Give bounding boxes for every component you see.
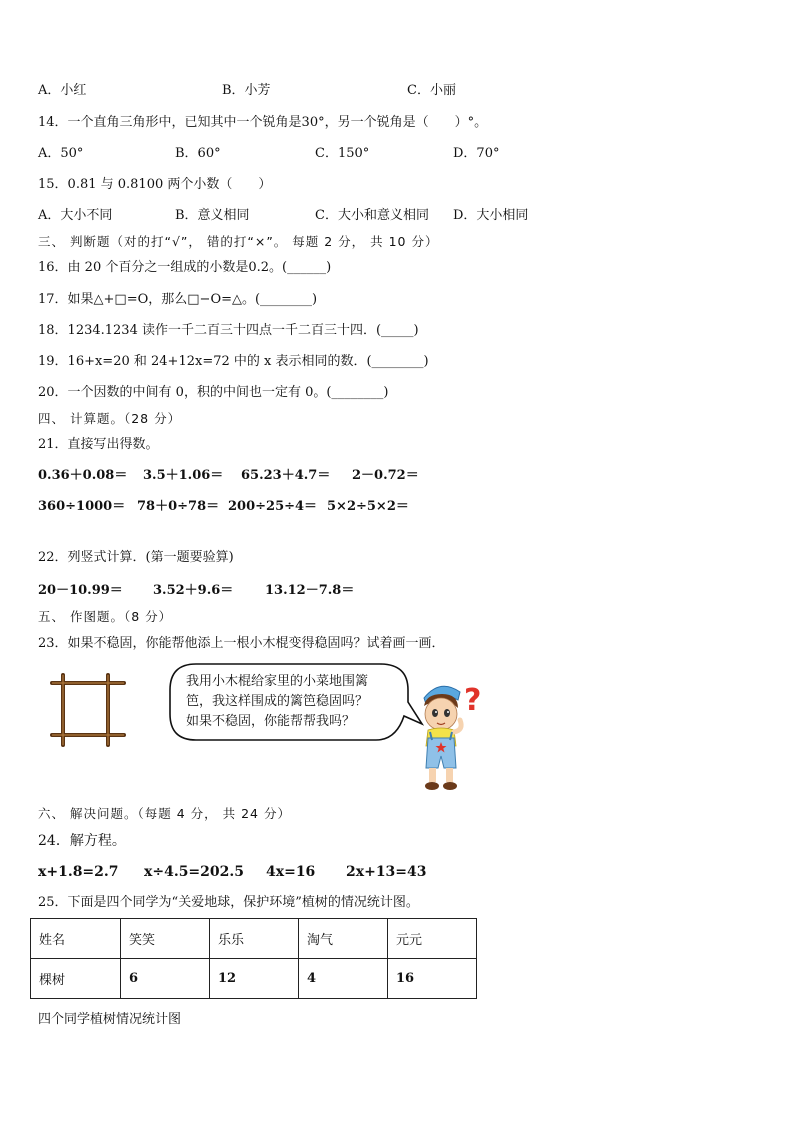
table-cell: 淘气 — [299, 919, 388, 959]
q14-stem: 14．一个直角三角形中，已知其中一个锐角是30°，另一个锐角是（ ）°。 — [38, 115, 488, 130]
planting-table — [30, 918, 477, 999]
q21-stem: 21．直接写出得数。 — [38, 437, 159, 452]
q14-option-d: D．70° — [453, 146, 500, 161]
q21-expr: 78＋0÷78＝ — [137, 499, 220, 514]
q22-expr: 20－10.99＝ — [38, 583, 123, 598]
table-cell: 12 — [210, 959, 299, 999]
q25-caption: 四个同学植树情况统计图 — [38, 1012, 182, 1027]
table-cell: 笑笑 — [121, 919, 210, 959]
judge-17: 17．如果△+□=O，那么□−O=△。(________) — [38, 292, 318, 307]
table-row — [31, 919, 477, 959]
table-cell: 元元 — [388, 919, 477, 959]
q13-option-c: C．小丽 — [407, 83, 456, 98]
q14-option-a: A．50° — [38, 146, 84, 161]
svg-text:?: ? — [464, 683, 482, 718]
q21-expr: 0.36＋0.08＝ — [38, 468, 128, 483]
bubble-line: 我用小木棍给家里的小菜地围篱 — [186, 674, 369, 689]
q15-stem: 15．0.81 与 0.8100 两个小数（ ） — [38, 177, 272, 192]
q24-equation: 4x=16 — [266, 864, 316, 880]
cartoon-boy-illustration — [410, 676, 490, 796]
q15-option-a: A．大小不同 — [38, 208, 113, 223]
section-3-heading: 三、 判断题（对的打“√”， 错的打“×”。 每题 2 分， 共 10 分） — [38, 234, 439, 249]
table-cell: 4 — [299, 959, 388, 999]
judge-16: 16．由 20 个百分之一组成的小数是0.2。(______) — [38, 260, 332, 275]
section-6-heading: 六、 解决问题。（每题 4 分， 共 24 分） — [38, 806, 291, 821]
q22-expr: 3.52＋9.6＝ — [153, 583, 234, 598]
judge-20: 20．一个因数的中间有 0，积的中间也一定有 0。(________) — [38, 385, 389, 400]
q21-expr: 5×2÷5×2＝ — [327, 499, 409, 514]
q13-option-b: B．小芳 — [222, 83, 271, 98]
q24-stem: 24．解方程。 — [38, 833, 126, 849]
bubble-line: 如果不稳固，你能帮帮我吗？ — [186, 714, 356, 729]
bubble-line: 笆，我这样围成的篱笆稳固吗？ — [186, 694, 369, 709]
section-5-heading: 五、 作图题。（8 分） — [38, 609, 173, 624]
judge-19: 19．16+x=20 和 24+12x=72 中的 x 表示相同的数．(________) — [38, 354, 429, 369]
q15-option-d: D．大小相同 — [453, 208, 529, 223]
q24-equation: 2x+13=43 — [346, 864, 427, 880]
judge-18: 18．1234.1234 读作一千二百三十四点一千二百三十四．(_____) — [38, 323, 419, 338]
q21-expr: 360÷1000＝ — [38, 499, 126, 514]
q23-stem: 23．如果不稳固，你能帮他添上一根小木棍变得稳固吗？试着画一画． — [38, 636, 445, 651]
q22-stem: 22．列竖式计算．(第一题要验算) — [38, 550, 234, 565]
section-4-heading: 四、 计算题。（28 分） — [38, 411, 182, 426]
table-cell: 乐乐 — [210, 919, 299, 959]
table-cell: 棵树 — [31, 959, 121, 999]
table-cell: 16 — [388, 959, 477, 999]
q25-stem: 25．下面是四个同学为“关爱地球，保护环境”植树的情况统计图。 — [38, 895, 419, 910]
q21-expr: 65.23＋4.7＝ — [241, 468, 331, 483]
q22-expr: 13.12－7.8＝ — [265, 583, 355, 598]
q21-expr: 200÷25÷4＝ — [228, 499, 318, 514]
q15-option-b: B．意义相同 — [175, 208, 250, 223]
q13-option-a: A．小红 — [38, 83, 87, 98]
table-row — [31, 959, 477, 999]
speech-bubble-text — [186, 672, 386, 732]
q14-option-c: C．150° — [315, 146, 370, 161]
q21-expr: 2－0.72＝ — [352, 468, 419, 483]
table-cell: 姓名 — [31, 919, 121, 959]
q14-option-b: B．60° — [175, 146, 221, 161]
wooden-stick-frame — [50, 673, 128, 747]
q21-expr: 3.5＋1.06＝ — [143, 468, 224, 483]
q15-option-c: C．大小和意义相同 — [315, 208, 429, 223]
q24-equation: x+1.8=2.7 — [38, 864, 119, 880]
q24-equation: x÷4.5=202.5 — [144, 864, 245, 880]
table-cell: 6 — [121, 959, 210, 999]
